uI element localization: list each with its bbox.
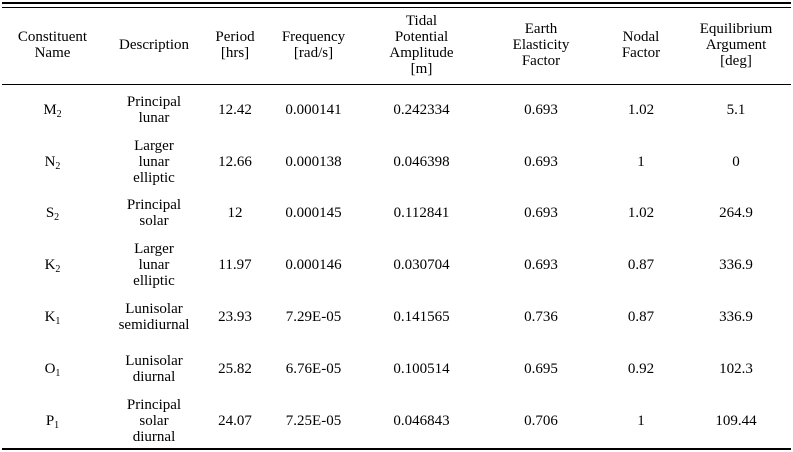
constituent-subscript: 1 bbox=[55, 367, 61, 379]
frequency-cell: 6.76E-05 bbox=[285, 360, 342, 377]
description-line: Larger bbox=[134, 241, 174, 258]
table-row bbox=[2, 84, 791, 136]
header-line: Nodal bbox=[622, 29, 660, 45]
table-row bbox=[2, 343, 791, 395]
frequency-cell: 0.000146 bbox=[285, 257, 342, 274]
header-line: Amplitude bbox=[389, 45, 454, 61]
constituent-subscript: 2 bbox=[54, 212, 60, 224]
constituent-subscript: 2 bbox=[55, 160, 61, 172]
header-line: [m] bbox=[410, 61, 433, 77]
table-row bbox=[2, 136, 791, 188]
table-row bbox=[2, 188, 791, 240]
amplitude-cell: 0.030704 bbox=[393, 257, 450, 274]
period-cell: 24.07 bbox=[218, 412, 252, 429]
equilibrium-argument-cell: 5.1 bbox=[726, 101, 746, 118]
elasticity-factor-cell: 0.693 bbox=[524, 153, 558, 170]
description-line: Larger bbox=[134, 137, 174, 154]
nodal-factor-cell: 0.92 bbox=[627, 360, 655, 377]
header-line: Frequency bbox=[281, 29, 346, 45]
frequency-cell: 0.000141 bbox=[285, 101, 342, 118]
description-header bbox=[103, 6, 205, 84]
description-line: Lunisolar bbox=[125, 301, 183, 318]
header-line: Constituent bbox=[17, 29, 88, 45]
description-cell bbox=[103, 239, 205, 291]
elasticity-factor-cell: 0.695 bbox=[524, 360, 558, 377]
frequency-cell: 0.000145 bbox=[285, 205, 342, 222]
constituent-subscript: 1 bbox=[55, 316, 61, 328]
description-line: Lunisolar bbox=[125, 352, 183, 369]
header-line: Name bbox=[34, 45, 71, 61]
description-line: diurnal bbox=[132, 368, 176, 385]
elasticity-factor-cell: 0.706 bbox=[524, 412, 558, 429]
description-line: lunar bbox=[138, 153, 170, 170]
equilibrium-argument-cell: 264.9 bbox=[719, 205, 753, 222]
constituent-subscript: 2 bbox=[55, 264, 61, 276]
elasticity-factor-cell: 0.693 bbox=[524, 205, 558, 222]
description-cell bbox=[103, 84, 205, 136]
tidal-potential-amplitude-header bbox=[362, 6, 481, 84]
constituent-name-cell bbox=[2, 84, 103, 136]
description-line: Principal bbox=[126, 197, 182, 214]
constituent-name-cell bbox=[2, 239, 103, 291]
description-line: lunar bbox=[138, 257, 170, 274]
constituent-symbol: P bbox=[45, 412, 55, 429]
elasticity-factor-cell: 0.736 bbox=[524, 309, 558, 326]
frequency-header bbox=[265, 6, 362, 84]
amplitude-cell: 0.046398 bbox=[393, 153, 450, 170]
constituent-symbol: M bbox=[43, 101, 57, 118]
elasticity-factor-cell: 0.693 bbox=[524, 257, 558, 274]
table-row bbox=[2, 395, 791, 447]
nodal-factor-cell: 1.02 bbox=[627, 101, 655, 118]
amplitude-cell: 0.141565 bbox=[393, 309, 450, 326]
amplitude-cell: 0.046843 bbox=[393, 412, 450, 429]
equilibrium-argument-cell: 336.9 bbox=[719, 257, 753, 274]
period-cell: 25.82 bbox=[218, 360, 252, 377]
description-line: elliptic bbox=[133, 273, 175, 290]
header-line: Earth bbox=[524, 21, 558, 37]
table-row bbox=[2, 239, 791, 291]
amplitude-cell: 0.100514 bbox=[393, 360, 450, 377]
period-cell: 23.93 bbox=[218, 309, 252, 326]
frequency-cell: 7.25E-05 bbox=[285, 412, 342, 429]
period-cell: 12.66 bbox=[218, 153, 252, 170]
table-body bbox=[2, 84, 791, 447]
constituent-symbol: N bbox=[44, 153, 56, 170]
description-line: semidiurnal bbox=[118, 317, 190, 334]
nodal-factor-cell: 1.02 bbox=[627, 205, 655, 222]
header-row bbox=[2, 6, 791, 84]
equilibrium-argument-cell: 336.9 bbox=[719, 309, 753, 326]
header-line: Equilibrium bbox=[699, 21, 773, 37]
top-rule-thick bbox=[2, 2, 791, 4]
description-cell bbox=[103, 291, 205, 343]
header-line: Factor bbox=[521, 53, 561, 69]
constituent-subscript: 2 bbox=[56, 108, 62, 120]
constituent-name-cell bbox=[2, 395, 103, 447]
header-line: Potential bbox=[394, 29, 449, 45]
frequency-cell: 0.000138 bbox=[285, 153, 342, 170]
period-cell: 12 bbox=[227, 205, 243, 222]
period-cell: 11.97 bbox=[218, 257, 252, 274]
description-cell bbox=[103, 395, 205, 447]
tidal-constituents-table bbox=[2, 6, 791, 447]
header-line: Argument bbox=[705, 37, 767, 53]
constituent-symbol: K bbox=[44, 309, 56, 326]
header-line: Tidal bbox=[405, 13, 438, 29]
constituent-symbol: S bbox=[45, 205, 55, 222]
nodal-factor-cell: 0.87 bbox=[627, 257, 655, 274]
description-line: Principal bbox=[126, 396, 182, 413]
amplitude-cell: 0.112841 bbox=[393, 205, 450, 222]
description-cell bbox=[103, 136, 205, 188]
nodal-factor-cell: 0.87 bbox=[627, 309, 655, 326]
header-line: Period bbox=[215, 29, 255, 45]
equilibrium-argument-cell: 102.3 bbox=[719, 360, 753, 377]
constituent-name-cell bbox=[2, 343, 103, 395]
nodal-factor-header bbox=[601, 6, 681, 84]
description-cell bbox=[103, 343, 205, 395]
header-line: [deg] bbox=[720, 53, 752, 69]
constituent-subscript: 1 bbox=[54, 419, 60, 431]
description-cell bbox=[103, 188, 205, 240]
equilibrium-argument-cell: 109.44 bbox=[715, 412, 757, 429]
description-line: diurnal bbox=[132, 428, 176, 445]
header-line: Factor bbox=[621, 45, 661, 61]
constituent-name-cell bbox=[2, 291, 103, 343]
nodal-factor-cell: 1 bbox=[637, 412, 645, 429]
table-row bbox=[2, 291, 791, 343]
description-line: lunar bbox=[138, 109, 170, 126]
equilibrium-argument-cell: 0 bbox=[732, 153, 740, 170]
amplitude-cell: 0.242334 bbox=[393, 101, 450, 118]
constituent-symbol: K bbox=[44, 257, 56, 274]
equilibrium-argument-header bbox=[681, 6, 791, 84]
description-line: Principal bbox=[126, 93, 182, 110]
constituent-name-cell bbox=[2, 188, 103, 240]
description-line: solar bbox=[139, 213, 169, 230]
header-line: Elasticity bbox=[512, 37, 570, 53]
constituent-name-header bbox=[2, 6, 103, 84]
header-line: [rad/s] bbox=[293, 45, 334, 61]
header-line: [hrs] bbox=[220, 45, 250, 61]
constituent-name-cell bbox=[2, 136, 103, 188]
period-header bbox=[205, 6, 265, 84]
frequency-cell: 7.29E-05 bbox=[285, 309, 342, 326]
nodal-factor-cell: 1 bbox=[637, 153, 645, 170]
header-line: Description bbox=[119, 37, 189, 53]
period-cell: 12.42 bbox=[218, 101, 252, 118]
bottom-rule bbox=[2, 448, 791, 450]
constituent-symbol: O bbox=[44, 360, 56, 377]
earth-elasticity-factor-header bbox=[481, 6, 601, 84]
elasticity-factor-cell: 0.693 bbox=[524, 101, 558, 118]
description-line: elliptic bbox=[133, 169, 175, 186]
description-line: solar bbox=[139, 412, 169, 429]
